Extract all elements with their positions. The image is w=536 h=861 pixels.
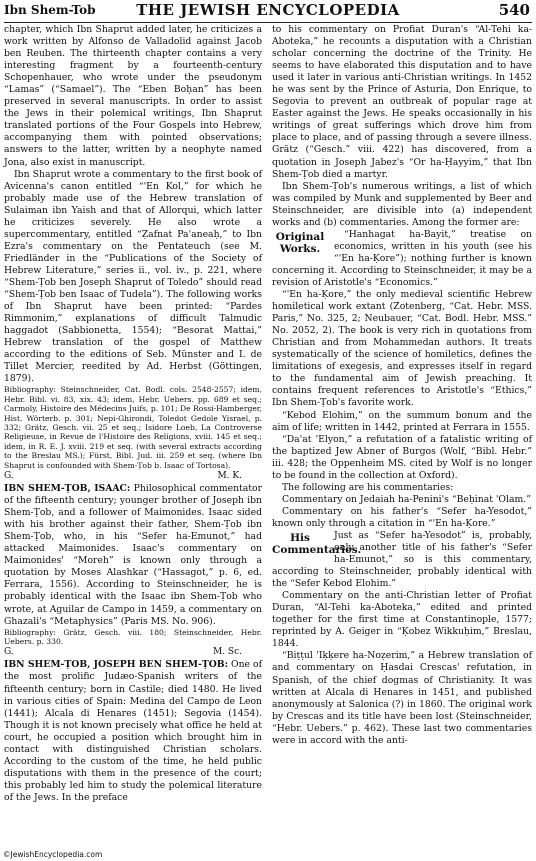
side-heading-commentaries: His Commentaries. [272,531,362,556]
article-heading: IBN SHEM-ṬOB, JOSEPH BEN SHEM-ṬOB: [4,659,229,671]
paragraph: “Biṭṭul 'Iḳḳere ha-Noẓerim,” a Hebrew translation of and commentary on Ḥasdai Crescas' refutation, in Spanish, of the chief dogmas of Christianity. It was written at Alcala di Henares in 1451, and published anonymously at Salonica (?) in 1860. The original work by Crescas and its title have been lost (Steinschneider, “Hebr. Uebers.” p. 462). These last two commentaries were in accord with the anti- [272,650,532,746]
side-heading-original-works: Original Works. [275,230,325,255]
paragraph: Just as “Sefer ha-Yesodot” is, probably, only another title of his father's “Sefer ha-Emunot,” so is this commentary, according to Steinschneider, probably identical with the “Sefer Kebod Elohim.” [272,529,532,590]
signature-author: M. Sc. [212,647,242,658]
article-text: Philosophical commentator of the fifteenth century; younger brother of Joseph ibn Shem-Ṭob, and a follower of Maimonides. Isaac sided with his brother against their father, Shem-Ṭob ibn Shem-Ṭob, who, in his “Sefer ha-Emunot,” had attacked Maimonides. Isaac's commentary on Maimonides' “Moreh” is known only through a quotation by Moses Alashkar (“Hassagot,” p. 6, ed. Ferrara, 1556). According to Steinschneider, he is probably identical with the Isaac ibn Shem-Ṭob who wrote, at Aguilar de Campo in 1459, a commentary on Ghazali's “Metaphysics” (Paris MS. No. 906). [4,483,262,627]
article-text: One of the most prolific Judæo-Spanish writers of the fifteenth century; born in Castile; died 1480. He lived in various cities of Spain: Medina del Campo de Leon (1441); Alcala di Henares (1451); Segovia (1454). Though it is not known precisely what office he held at court, he occupied a position which brought him in contact with distinguished Christian scholars. According to the custom of the time, he held public disputations with them in the presence of the court; this probably led him to study the polemical literature of the Jews. In the preface [4,659,262,803]
paragraph: Commentary on his father's “Sefer ha-Yesodot,” known only through a citation in “'En ha-Ḳore.” [272,505,532,529]
signature-initial: G. [4,647,14,658]
right-column [272,24,532,747]
bibliography: Bibliography: Grätz, Gesch. viii. 180; Steinschneider, Hebr. Uebers. p. 330. [4,627,262,647]
paragraph: The following are his commentaries: [282,481,454,493]
paragraph: chapter, which Ibn Shaprut added later, he criticizes a work written by Alfonso de Valladolid against Jacob ben Reuben. The thirteenth chapter contains a very interesting fragment by a fourteenth-century Schopenhauer, who wrote under the pseudonym “Lamas” (“Samael”). The “Eben Boḥan” has been preserved in several manuscripts. In order to assist the Jews in their polemical writings, Ibn Shaprut translated portions of the Four Gospels into Hebrew, accompanying them with pointed observations; answers to the latter, written by a neophyte named Jona, also exist in manuscript. [4,24,262,168]
running-head-left: Ibn Shem-Tob [4,3,96,17]
paragraph: Ibn Shem-Ṭob's numerous writings, a list of which was compiled by Munk and supplemented by Beer and Steinschneider, are divisible into (a) independent works and (b) commentaries. Among the former are: [272,180,532,228]
page-number: 540 [498,1,530,19]
article-heading: IBN SHEM-ṬOB, ISAAC: [4,483,131,495]
paragraph: “Hanhagat ha-Bayit,” treatise on economics, written in his youth (see his “'En ha-Ḳore”); nothing further is known concerning it. According to Steinschneider, it may be a revision of Aristotle's “Economics.” [272,228,532,288]
article-entry [4,483,262,628]
signature-author: M. K. [217,471,242,482]
paragraph: Commentary on the anti-Christian letter of Profiat Duran, “Al-Tehi ka-Aboteka,” edited and printed together for the first time at Constantinople, 1577; reprinted by A. Geiger in “Ḳobez Wikkuḥim,” Breslau, 1844. [272,590,532,650]
signature-line [4,470,262,482]
paragraph: “'En ha-Ḳore,” the only medieval scientific Hebrew homiletical work extant (Zotenberg, “Cat. Hebr. MSS. Paris,” No. 325, 2; Neubauer, “Cat. Bodl. Hebr. MSS.” No. 2052, 2). The book is very rich in quotations from Christian and from Mohammedan authors. It treats systematically of the science of homiletics, defines the limitations of exegesis, and expresses itself in regard to the fundamental aim of Jewish preaching. It contains frequent references to Aristotle's “Ethics,” Ibn Shem-Ṭob's favorite work. [272,289,532,409]
running-head-title: THE JEWISH ENCYCLOPEDIA [136,1,400,19]
page-header [4,0,532,23]
article-entry [4,659,262,804]
paragraph: Ibn Shaprut wrote a commentary to the first book of Avicenna's canon entitled “'En Kol,” for which he probably made use of the Hebrew translation of Sulaiman ibn Yaish and that of Allorqui, which latter he criticizes severely. He also wrote a supercommentary, entitled “Ẓafnat Pa'aneaḥ,” to Ibn Ezra's commentary on the Pentateuch (see M. Friedländer in the “Publications of the Society of Hebrew Literature,” series ii., vol. iv., p. 221, where “Shem-Ṭob ben Joseph Shaprut of Toledo” should read “Shem-Ṭob ben Isaac of Tudela”). The following works of Ibn Shaprut have been printed: “Pardes Rimmonim,” explanations of difficult Talmudic haggadot (Sabbionetta, 1554); “Besorat Mattai,” Hebrew translation of the gospel of Matthew according to the editions of Seb. Münster and I. de Tillet Mercier, reedited by Ad. Herbst (Göttingen, 1879). [4,168,262,385]
paragraph: “Da'at 'Elyon,” a refutation of a fatalistic writing of the baptized Jew Abner of Burgos (Wolf, “Bibl. Hebr.” iii. 428; the Oppenheim MS. cited by Wolf is no longer to be found in the collection at Oxford). [272,433,532,481]
signature-initial: G. [4,471,14,482]
paragraph: to his commentary on Profiat Duran's “Al-Tehi ka-Aboteka,” he recounts a disputation with a Christian scholar concerning the doctrine of the Trinity. He seems to have elaborated this disputation and to have used it later in various anti-Christian writings. In 1452 he was sent by the Prince of Asturia, Don Enrique, to Segovia to prevent an outbreak of popular rage at Easter against the Jews. He speaks occasionally in his writings of great sufferings which drove him from place to place, and of passing through a severe illness. Grätz (“Gesch.” viii. 422) has discovered, from a quotation in Joseph Jabez's “Or ha-Ḥayyim,” that Ibn Shem-Ṭob died a martyr. [272,24,532,180]
signature-line [4,646,262,658]
left-column [4,24,262,804]
copyright-footer: ©JewishEncyclopedia.com [3,850,103,859]
bibliography: Bibliography: Steinschneider, Cat. Bodl. cols. 2548-2557; idem, Hebr. Bibl. vi. 83, xix. 43; idem, Hebr. Uebers. pp. 689 et seq.; Carmoly, Histoire des Médecins Juifs, p. 101; De Rossi-Hamberger, Hist. Wörterb. p. 301; Nepi-Ghirondi, Toledot Gedole Yisrael, p. 332; Grätz, Gesch. vii. 25 et seq.; Isidore Loeb, La Controverse Religieuse, in Revue de l'Histoire des Religions, xviii. 145 et seq.; idem, in R. E. J. xviii. 219 et seq. (with several extracts according to the Breslau MS.); Fürst, Bibl. Jud. iii. 259 et seq. (where Ibn Shaprut is confounded with Shem-Ṭob b. Isaac of Tortosa). [4,385,263,470]
paragraph: Commentary on Jedaiah ha-Penini's “Beḥinat 'Olam.” [282,493,531,505]
paragraph: “Kebod Elohim,” on the summum bonum and the aim of life; written in 1442, printed at Ferrara in 1555. [272,409,532,433]
